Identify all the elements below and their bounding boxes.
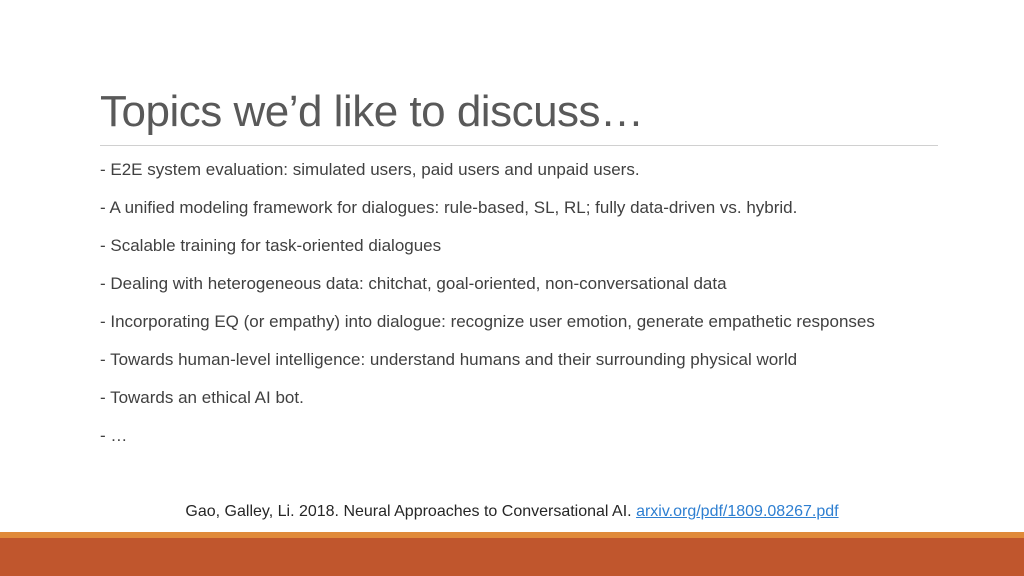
citation-text: Gao, Galley, Li. 2018. Neural Approaches to Conversational AI. [185, 503, 632, 520]
bullet-item: - Dealing with heterogeneous data: chitchat, goal-oriented, non-conversational data [100, 274, 727, 293]
bullet-item: - E2E system evaluation: simulated users, paid users and unpaid users. [100, 160, 640, 179]
slide-title: Topics we’d like to discuss… [100, 87, 644, 136]
bullet-item: - … [100, 426, 128, 445]
citation [0, 503, 1024, 521]
title-divider [100, 145, 938, 146]
bullet-list [100, 158, 920, 462]
bullet-item: - Towards human-level intelligence: understand humans and their surrounding physical world [100, 350, 798, 369]
citation-link[interactable]: arxiv.org/pdf/1809.08267.pdf [636, 503, 839, 520]
bullet-item: - Incorporating EQ (or empathy) into dialogue: recognize user emotion, generate empathetic responses [100, 312, 875, 331]
bullet-item: - Scalable training for task-oriented dialogues [100, 236, 442, 255]
bullet-item: - A unified modeling framework for dialogues: rule-based, SL, RL; fully data-driven vs. hybrid. [100, 198, 798, 217]
footer-accent-bar [0, 538, 1024, 576]
bullet-item: - Towards an ethical AI bot. [100, 388, 304, 407]
